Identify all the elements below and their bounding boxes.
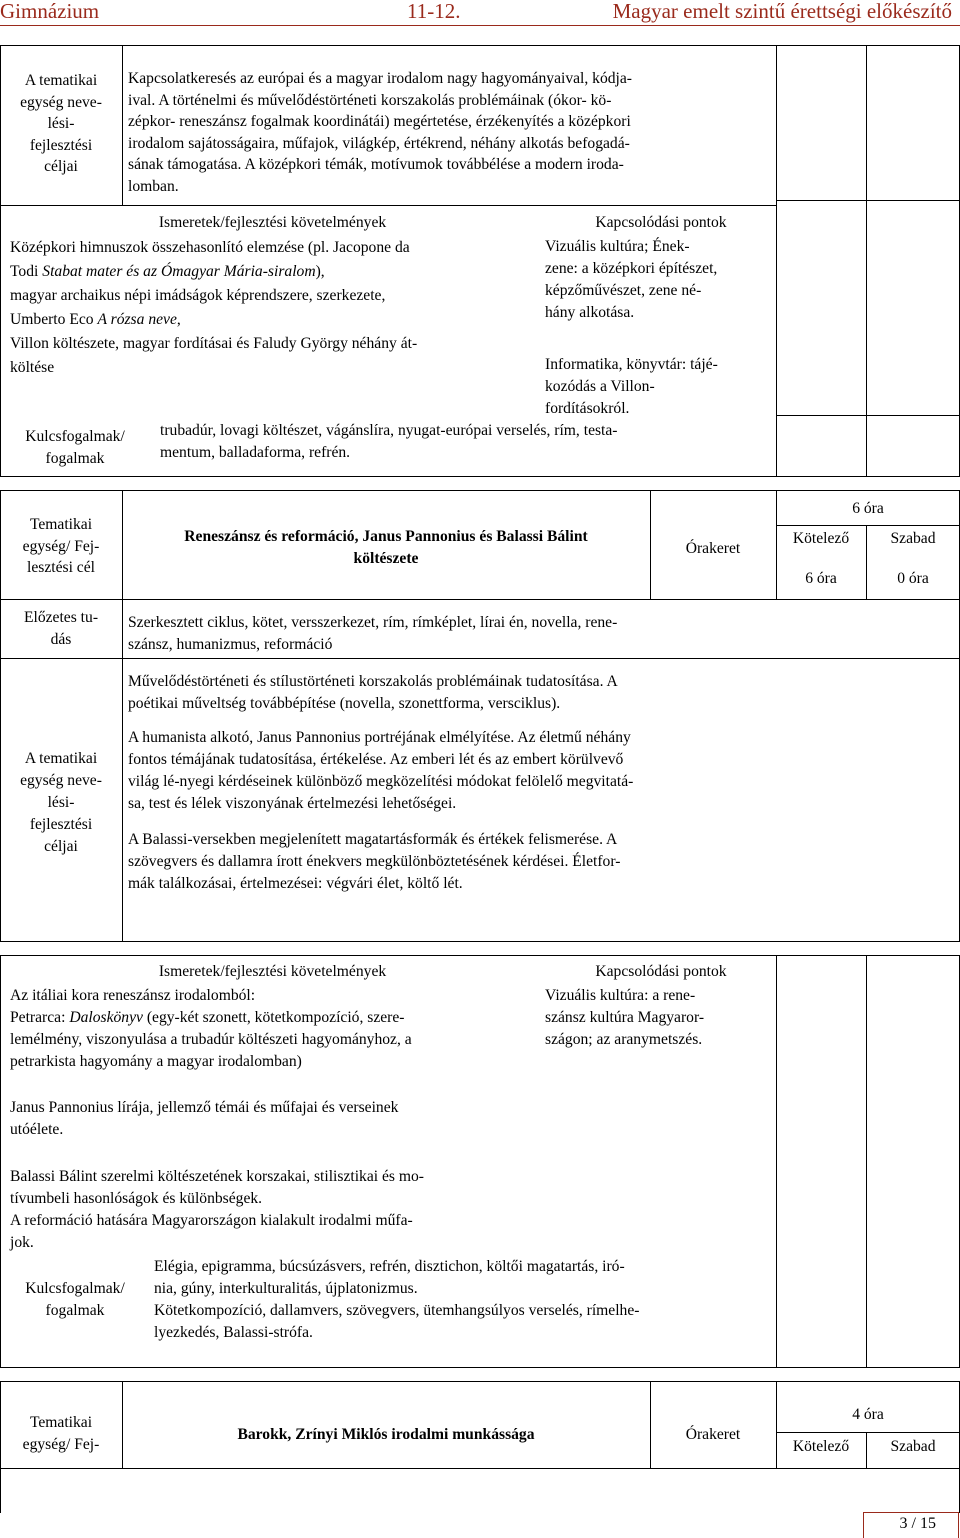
key-concepts-label: Kulcsfogalmak/ fogalmak xyxy=(25,428,125,467)
requirements-janus: Janus Pannonius lírája, jellemző témái és műfajai és verseinek utóélete. xyxy=(10,1099,399,1138)
page-number: 3 / 15 xyxy=(899,1515,936,1532)
divider xyxy=(866,45,867,477)
goals-paragraph-3: A Balassi-versekben megjelenített magatartásformák és értékek felismerése. A szövegvers és dallamra írott énekvers megkülönböztetésének kérdései. Életfor- mák találkozásai, értelmezései: végvári élet, költő lét. xyxy=(128,831,621,892)
divider xyxy=(122,45,123,205)
divider xyxy=(776,525,960,526)
requirements-intro: Az itáliai kora reneszánsz irodalomból: xyxy=(10,987,256,1004)
free-hours: 0 óra xyxy=(897,570,929,587)
links-text-informatics: Informatika, könyvtár: tájé- kozódás a Villon- fordításokról. xyxy=(545,356,718,417)
header-grade: 11-12. xyxy=(407,0,461,23)
mandatory-hours: 6 óra xyxy=(805,570,837,587)
prior-knowledge-text: Szerkesztett ciklus, kötet, versszerkezet, rím, rímképlet, lírai én, novella, rene- szánsz, humanizmus, reformáció xyxy=(128,614,618,653)
goals-paragraph-1: Művelődéstörténeti és stílustörténeti korszakolás problémáinak tudatosítása. A poétikai műveltség továbbépítése (novella, szonettforma, versciklus). xyxy=(128,673,618,712)
key-concepts-text: Elégia, epigramma, búcsúzásvers, refrén, disztichon, költői magatartás, iró- nia, gúny, interkulturalitás, újplatonizmus. Kötetkompozíció, dallamvers, szövegvers, ütemhangsúlyos verselés, rímelhe- lyezkedés, Balassi-strófa. xyxy=(154,1258,640,1341)
page-header xyxy=(0,0,960,26)
links-header: Kapcsolódási pontok xyxy=(595,214,727,231)
goals-paragraph-2: A humanista alkotó, Janus Pannonius portréjának elmélyítése. Az életmű néhány fontos témájának tudatosítása, értékelése. Az emberi lét és az embert körülvevő világ lé-nyegi kérdéseinek különböző megközelítési módokat felölelő megvitatá- sa, test és lélek viszonyának értelmezési lehetőségei. xyxy=(128,729,634,812)
divider xyxy=(776,45,777,477)
page-number-box xyxy=(863,1512,959,1538)
unit-title: Barokk, Zrínyi Miklós irodalmi munkássága xyxy=(237,1426,535,1443)
requirements-text: Középkori himnuszok összehasonlító elemzése (pl. Jacopone da Todi Stabat mater és az Ómagyar Mária-siralom), magyar archaikus népi imádságok képrendszere, szerkezete, Umberto Eco A rózsa neve, Villon költészete, magyar fordításai és Faludy György néhány át- költése xyxy=(10,239,418,376)
key-concepts-text: trubadúr, lovagi költészet, vágánslíra, nyugat-európai verselés, rím, testa- mentum, balladaforma, refrén. xyxy=(160,422,618,461)
divider xyxy=(776,415,960,416)
links-header: Kapcsolódási pontok xyxy=(595,963,727,980)
divider xyxy=(0,205,776,206)
key-concepts-label: Kulcsfogalmak/ fogalmak xyxy=(25,1280,125,1319)
prior-knowledge-label: Előzetes tu- dás xyxy=(23,609,99,648)
hours-label: Órakeret xyxy=(685,1426,741,1443)
mandatory-label: Kötelező xyxy=(792,1438,850,1455)
links-text: Vizuális kultúra: a rene- szánsz kultúra Magyaror- szágon; az aranymetszés. xyxy=(545,987,705,1048)
divider xyxy=(0,658,960,659)
divider xyxy=(776,955,777,1368)
header-course: Magyar emelt szintű érettségi előkészítő xyxy=(612,0,952,23)
hours-total: 4 óra xyxy=(852,1406,884,1423)
requirements-balassi: Balassi Bálint szerelmi költészetének korszakai, stilisztikai és mo- tívumbeli hasonlóságok és különbségek. A reformáció hatására Magyarországon kialakult irodalmi műfa- jok. xyxy=(10,1168,424,1251)
header-school: Gimnázium xyxy=(0,0,100,23)
requirements-petrarca: Petrarca: Daloskönyv (egy-két szonett, kötetkompozíció, szere- lemélmény, viszonyulása a trubadúr költészeti hagyományhoz, a petrarkista hagyomány a magyar irodalomban) xyxy=(10,1009,412,1070)
divider xyxy=(776,1432,960,1433)
requirements-header: Ismeretek/fejlesztési követelmények xyxy=(158,963,387,980)
hours-total: 6 óra xyxy=(852,500,884,517)
mandatory-label: Kötelező xyxy=(792,530,850,547)
divider xyxy=(0,1468,960,1469)
unit-label: Tematikai egység/ Fej- lesztési cél xyxy=(22,516,100,576)
unit-label: Tematikai egység/ Fej- xyxy=(22,1414,100,1453)
free-label: Szabad xyxy=(890,530,936,547)
divider xyxy=(0,599,960,600)
goals-label: A tematikai egység neve- lési- fejlesztési céljai xyxy=(20,750,102,855)
header-rule xyxy=(0,25,960,26)
goals-label: A tematikai egység neve- lési- fejlesztési céljai xyxy=(20,72,102,175)
divider xyxy=(776,200,960,201)
free-label: Szabad xyxy=(890,1438,936,1455)
links-text: Vizuális kultúra; Ének- zene: a középkori építészet, képzőművészet, zene né- hány alkotása. xyxy=(545,238,718,321)
goals-text: Kapcsolatkeresés az európai és a magyar irodalom nagy hagyományaival, kódja- ival. A történelmi és művelődéstörténeti korszakolás problémáinak (ókor- kö- zépkor- reneszánsz fogalmak koordinátái) megértetése, érzékenyítés a középkori irodalom sajátosságaira, műfajok, világkép, értékrend, néhány alkotás befogadá- sának támogatása. A középkori témák, motívumok továbbélése a modern iroda- lomban. xyxy=(128,70,633,195)
hours-label: Órakeret xyxy=(685,540,741,557)
divider xyxy=(866,955,867,1368)
unit-title: Reneszánsz és reformáció, Janus Pannonius és Balassi Bálint költészete xyxy=(184,528,588,567)
requirements-header: Ismeretek/fejlesztési követelmények xyxy=(158,214,387,231)
